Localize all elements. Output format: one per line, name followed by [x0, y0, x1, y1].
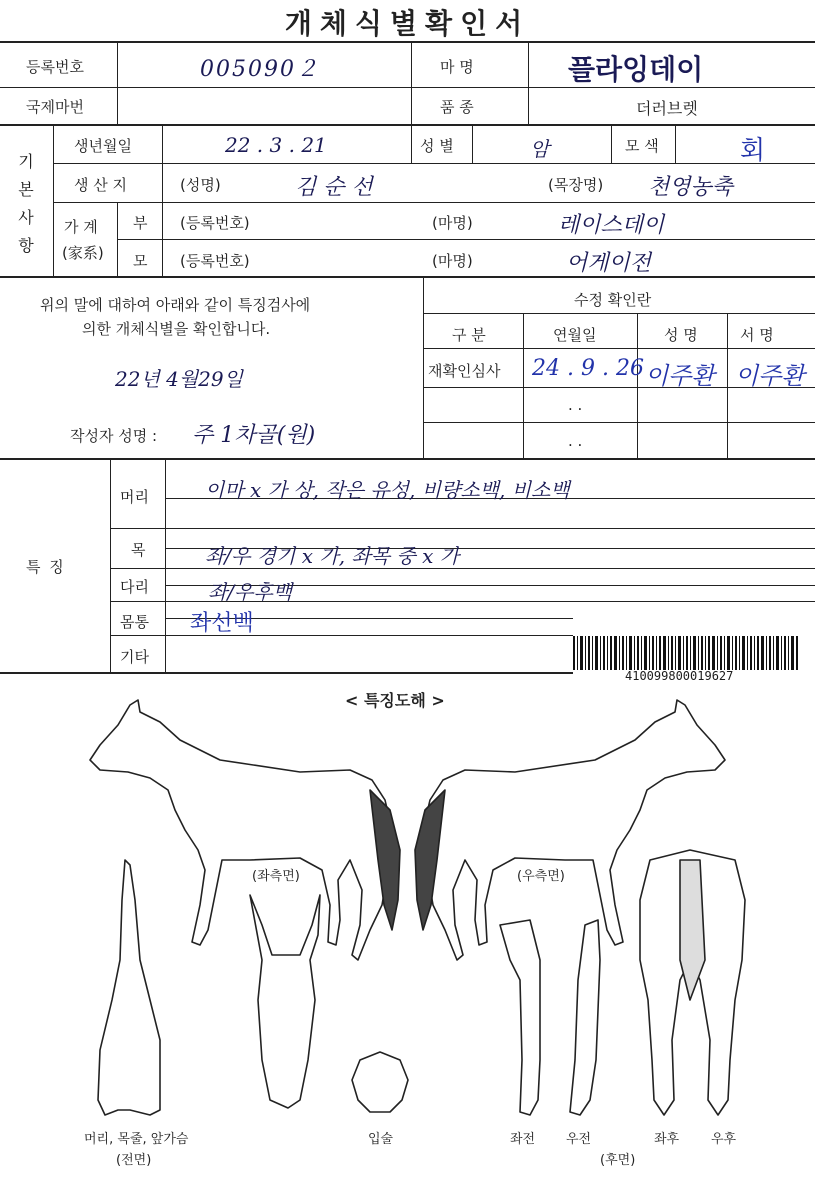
- dam-reg-label: (등록번호): [180, 252, 250, 270]
- pedigree-label: 가 계: [64, 218, 98, 236]
- horse-name-label: 마 명: [440, 58, 474, 76]
- sire-label: 부: [133, 214, 148, 232]
- document-title: 개체식별확인서: [284, 7, 531, 40]
- front-neck-view: [98, 860, 160, 1115]
- sire-name-label: (마명): [432, 214, 473, 232]
- features-section-label: 특 징: [26, 558, 66, 576]
- producer-label: 생 산 지: [74, 176, 128, 194]
- sire-reg-label: (등록번호): [180, 214, 250, 232]
- sire-name-value: 레이스데이: [558, 213, 665, 238]
- breed-label: 품 종: [440, 98, 474, 116]
- diagram-title: < 특징도해 >: [345, 691, 445, 710]
- producer-name-value: 김 순 선: [295, 175, 373, 200]
- left-side-horse: [90, 700, 392, 960]
- left-side-caption: (좌측면): [252, 869, 300, 884]
- confirm-date: 22년 4월29일: [115, 367, 243, 391]
- revision-row-sign: 이주환: [735, 362, 805, 390]
- body-label: 몸통: [120, 613, 149, 631]
- revision-row2-date: . .: [568, 396, 583, 414]
- farm-value: 천영농축: [648, 175, 734, 200]
- horse-name-value: 플라잉데이: [568, 53, 704, 86]
- revision-header-name: 성 명: [664, 326, 698, 344]
- producer-name-label: (성명): [180, 176, 221, 194]
- front-sub-caption: (전면): [116, 1153, 152, 1168]
- head-value: 이마 x 가 상, 작은 유성, 비량소백, 비소백: [205, 478, 570, 502]
- neck-label: 목: [131, 541, 146, 559]
- basic-section-label: 기 본 사 항: [18, 152, 34, 255]
- front-caption: 머리, 목줄, 앞가슴: [84, 1132, 189, 1147]
- revision-row3-date: . .: [568, 432, 583, 450]
- sex-value: 암: [530, 137, 550, 161]
- other-label: 기타: [120, 648, 149, 666]
- pedigree-sub: (家系): [62, 244, 104, 262]
- lips-view: [352, 1052, 408, 1112]
- color-value: 회: [740, 136, 766, 166]
- birth-label: 생년월일: [74, 137, 132, 155]
- intl-no-label: 국제마번: [26, 98, 84, 116]
- revision-header-date: 연월일: [553, 326, 597, 344]
- revision-row-date: 24 . 9 . 26: [532, 356, 644, 381]
- right-side-caption: (우측면): [517, 869, 565, 884]
- head-front-view: [250, 895, 320, 1108]
- color-label: 모 색: [625, 137, 659, 155]
- farm-label: (목장명): [548, 176, 604, 194]
- dam-name-value: 어게이전: [566, 251, 652, 276]
- neck-value: 좌/우 경기 x 가, 좌목 중 x 가: [205, 544, 460, 568]
- dam-label: 모: [133, 252, 148, 270]
- dam-name-label: (마명): [432, 252, 473, 270]
- front-legs-view: [500, 920, 600, 1115]
- sex-label: 성 별: [420, 137, 454, 155]
- revision-header-sign: 서 명: [740, 326, 774, 344]
- breed-value: 더러브렛: [636, 99, 698, 118]
- revision-row-name: 이주환: [645, 362, 715, 390]
- front-left-caption: 좌전: [510, 1132, 536, 1147]
- rear-sub-caption: (후면): [600, 1153, 636, 1168]
- barcode-number: 410099800019627: [625, 669, 734, 683]
- confirm-line1: 위의 말에 대하여 아래와 같이 특징검사에: [40, 296, 311, 314]
- rear-left-caption: 좌후: [654, 1132, 680, 1147]
- legs-label: 다리: [120, 578, 149, 596]
- body-value: 좌선백: [190, 611, 254, 636]
- birth-value: 22 . 3 . 21: [225, 133, 327, 157]
- lips-caption: 입술: [368, 1132, 394, 1147]
- author-label: 작성자 성명 :: [70, 427, 158, 445]
- rear-right-caption: 우후: [711, 1132, 737, 1147]
- author-value: 주 1차골(원): [192, 423, 316, 448]
- head-label: 머리: [120, 488, 149, 506]
- revision-row-type: 재확인심사: [428, 362, 501, 380]
- legs-value: 좌/우후백: [208, 580, 293, 604]
- reg-no-value: 005090２: [200, 57, 320, 82]
- revision-header-type: 구 분: [452, 326, 486, 344]
- confirm-line2: 의한 개체식별을 확인합니다.: [82, 320, 271, 338]
- front-right-caption: 우전: [566, 1132, 592, 1147]
- reg-no-label: 등록번호: [26, 58, 84, 76]
- revision-title: 수정 확인란: [574, 291, 652, 309]
